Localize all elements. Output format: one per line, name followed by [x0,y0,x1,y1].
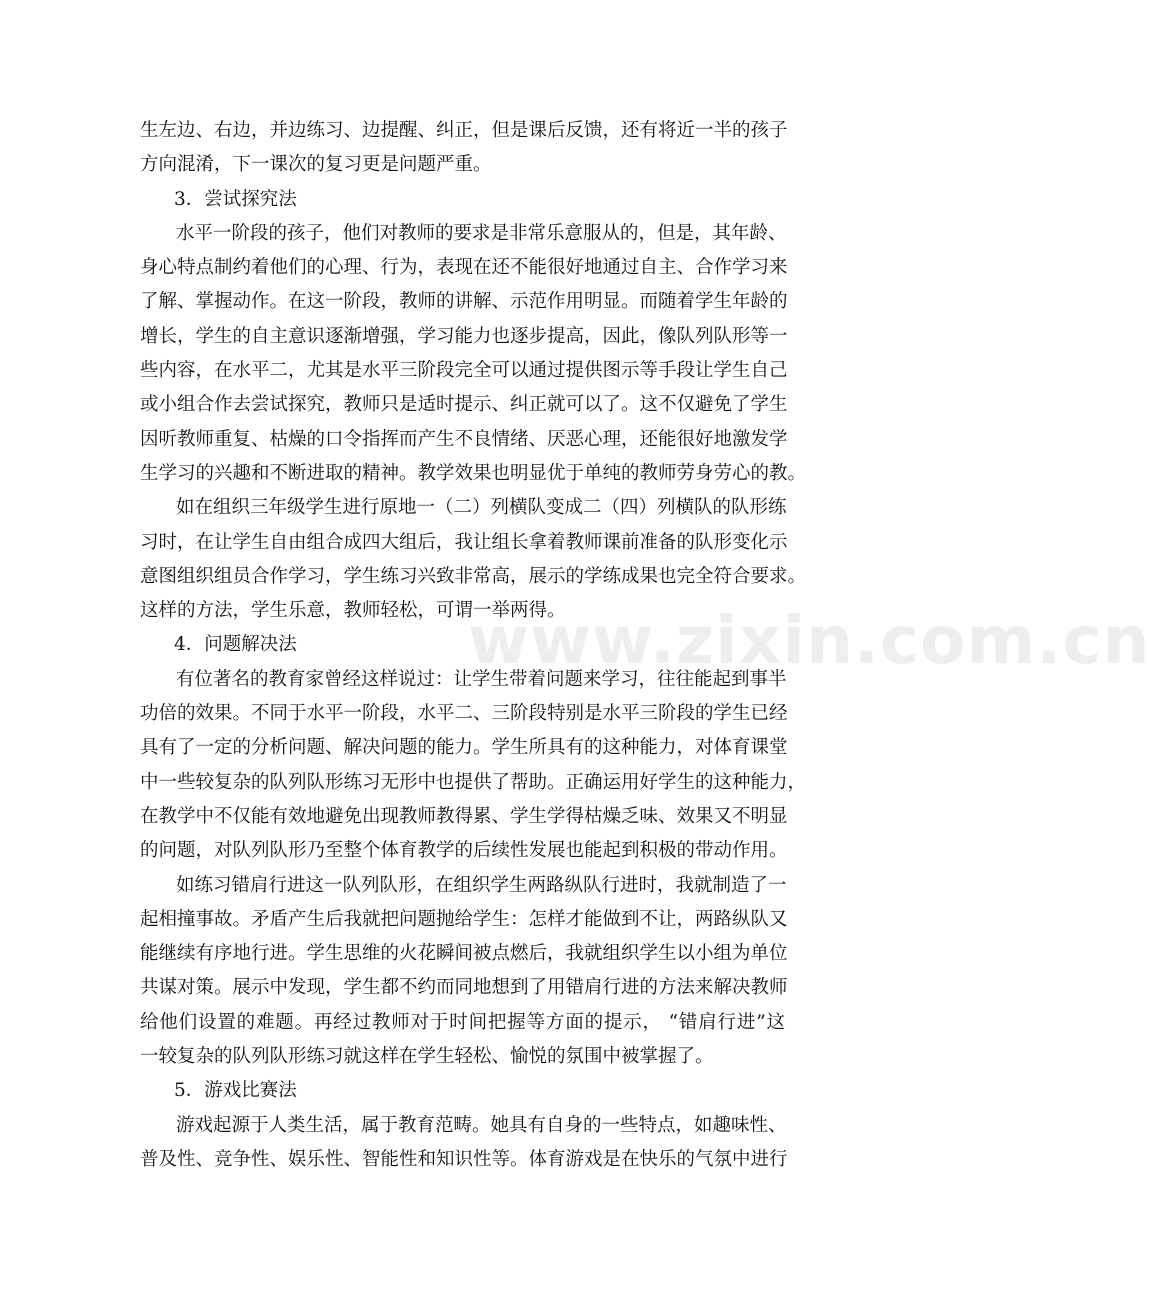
body-line: 生学习的兴趣和不断进取的精神。教学效果也明显优于单纯的教师劳身劳心的教。 [140,462,807,484]
watermark: www.zixin.com.cn [468,602,1150,679]
body-line: 普及性、竞争性、娱乐性、智能性和知识性等。体育游戏是在快乐的气氛中进行 [140,1148,788,1170]
section-heading: 3．尝试探究法 [174,188,297,210]
body-line: 了解、掌握动作。在这一阶段，教师的讲解、示范作用明显。而随着学生年龄的 [140,291,788,313]
paragraph-first-line: 如练习错肩行进这一队列队形，在组织学生两路纵队行进时，我就制造了一 [176,874,787,896]
body-line: 一较复杂的队列队形练习就这样在学生轻松、愉悦的氛围中被掌握了。 [140,1046,714,1068]
body-line: 起相撞事故。矛盾产生后我就把问题抛给学生：怎样才能做到不让，两路纵队又 [140,908,788,930]
body-line: 些内容，在水平二，尤其是水平三阶段完全可以通过提供图示等手段让学生自己 [140,360,788,382]
paragraph-first-line: 游戏起源于人类生活，属于教育范畴。她具有自身的一些特点，如趣味性、 [176,1114,787,1136]
paragraph-first-line: 如在组织三年级学生进行原地一（二）列横队变成二（四）列横队的队形练 [176,497,787,519]
body-line: 这样的方法，学生乐意，教师轻松，可谓一举两得。 [140,600,566,622]
body-line: 在教学中不仅能有效地避免出现教师教得累、学生学得枯燥乏味、效果又不明显 [140,805,788,827]
section-heading: 5．游戏比赛法 [174,1080,297,1102]
body-line: 增长，学生的自主意识逐渐增强，学习能力也逐步提高，因此，像队列队形等一 [140,325,788,347]
body-line: 因听教师重复、枯燥的口令指挥而产生不良情绪、厌恶心理，还能很好地激发学 [140,428,788,450]
body-line: 功倍的效果。不同于水平一阶段，水平二、三阶段特别是水平三阶段的学生已经 [140,703,788,725]
body-line: 意图组织组员合作学习，学生练习兴致非常高，展示的学练成果也完全符合要求。 [140,565,807,587]
body-line: 给他们设置的难题。再经过教师对于时间把握等方面的提示， “错肩行进”这 [140,1011,785,1033]
body-line: 身心特点制约着他们的心理、行为，表现在还不能很好地通过自主、合作学习来 [140,257,788,279]
section-heading: 4．问题解决法 [174,634,297,656]
body-line: 方向混淆，下一课次的复习更是问题严重。 [140,154,492,176]
body-line: 共谋对策。展示中发现，学生都不约而同地想到了用错肩行进的方法来解决教师 [140,977,788,999]
body-line: 能继续有序地行进。学生思维的火花瞬间被点燃后，我就组织学生以小组为单位 [140,943,788,965]
body-line: 具有了一定的分析问题、解决问题的能力。学生所具有的这种能力，对体育课堂 [140,737,788,759]
paragraph-first-line: 水平一阶段的孩子，他们对教师的要求是非常乐意服从的，但是，其年龄、 [176,222,787,244]
body-line: 的问题，对队列队形乃至整个体育教学的后续性发展也能起到积极的带动作用。 [140,840,788,862]
document-page [140,114,807,1177]
paragraph-first-line: 有位著名的教育家曾经这样说过：让学生带着问题来学习，往往能起到事半 [176,668,787,690]
body-line: 习时，在让学生自由组合成四大组后，我让组长拿着教师课前准备的队形变化示 [140,531,788,553]
body-line: 中一些较复杂的队列队形练习无形中也提供了帮助。正确运用好学生的这种能力， [140,771,807,793]
body-line: 或小组合作去尝试探究，教师只是适时提示、纠正就可以了。这不仅避免了学生 [140,394,788,416]
body-line: 生左边、右边，并边练习、边提醒、纠正，但是课后反馈，还有将近一半的孩子 [140,120,788,141]
